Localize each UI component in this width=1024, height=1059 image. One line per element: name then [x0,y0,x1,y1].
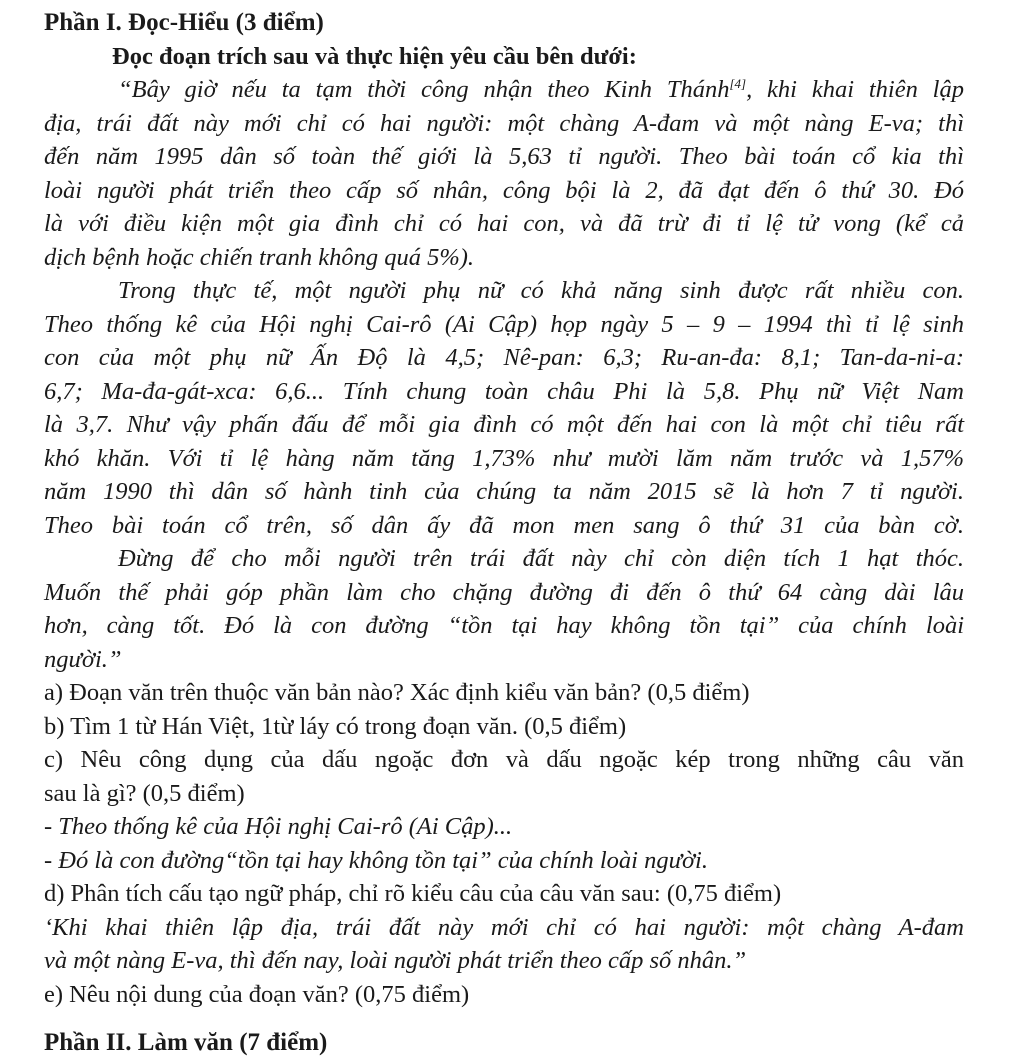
passage [44,73,964,676]
question-e: e) Nêu nội dung của đoạn văn? (0,75 điểm) [44,980,470,1008]
passage-line: là 3,7. Như vậy phấn đấu để mỗi gia đình có một đến hai con là một chỉ tiêu rất [44,411,964,438]
passage-line: Đừng để cho mỗi người trên trái đất này chỉ còn diện tích 1 hạt thóc. [118,545,964,572]
question-d: d) Phân tích cấu tạo ngữ pháp, chỉ rõ kiểu câu của câu văn sau: (0,75 điểm) [44,880,782,907]
passage-line: Muốn thế phải góp phần làm cho chặng đường đi đến ô thứ 64 càng dài lâu [44,578,964,606]
passage-text: , khi khai thiên lập [746,76,964,103]
passage-line: đến năm 1995 dân số toàn thế giới là 5,63 tỉ người. Theo bài toán cổ kia thì [44,143,964,170]
question-d-quote: và một nàng E-va, thì đến nay, loài người phát triển theo cấp số nhân.” [44,947,747,974]
exam-page [44,6,964,1011]
passage-line: dịch bệnh hoặc chiến tranh không quá 5%). [44,243,475,271]
passage-line: địa, trái đất này mới chỉ có hai người: một chàng A-đam và một nàng E-va; thì [44,109,964,137]
passage-line: Trong thực tế, một người phụ nữ có khả năng sinh được rất nhiều con. [118,277,964,304]
question-c: c) Nêu công dụng của dấu ngoặc đơn và dấu ngoặc kép trong những câu văn [44,746,964,773]
passage-line: năm 1990 thì dân số hành tinh của chúng ta năm 2015 sẽ là hơn 7 tỉ người. [44,478,964,505]
passage-text: “Bây giờ nếu ta tạm thời công nhận theo Kinh Thánh [118,76,730,103]
passage-line: là với điều kiện một gia đình chỉ có hai con, và đã trừ đi tỉ lệ tử vong (kể cả [44,210,964,237]
question-d-quote: ‘Khi khai thiên lập địa, trái đất này mới chỉ có hai người: một chàng A-đam [44,913,964,941]
next-section-title-cut: Phần II. Làm văn (7 điểm) [44,1029,328,1056]
instruction: Đọc đoạn trích sau và thực hiện yêu cầu bên dưới: [112,42,637,70]
question-b: b) Tìm 1 từ Hán Việt, 1từ láy có trong đoạn văn. (0,5 điểm) [44,712,627,740]
passage-line: Theo thống kê của Hội nghị Cai-rô (Ai Cập) họp ngày 5 – 9 – 1994 thì tỉ lệ sinh [44,310,964,338]
question-a: a) Đoạn văn trên thuộc văn bản nào? Xác định kiểu văn bản? (0,5 điểm) [44,679,750,706]
passage-line: người.” [44,645,122,673]
questions [44,676,964,1011]
passage-line: Theo bài toán cổ trên, số dân ấy đã mon men sang ô thứ 31 của bàn cờ. [44,511,964,539]
section-title: Phần I. Đọc-Hiểu (3 điểm) [44,9,324,36]
passage-line: loài người phát triển theo cấp số nhân, công bội là 2, đã đạt đến ô thứ 30. Đó [44,176,964,204]
passage-line: 6,7; Ma-đa-gát-xca: 6,6... Tính chung toàn châu Phi là 5,8. Phụ nữ Việt Nam [44,377,964,405]
passage-line: con của một phụ nữ Ấn Độ là 4,5; Nê-pan: 6,3; Ru-an-đa: 8,1; Tan-da-ni-a: [44,344,964,371]
passage-line [44,73,964,107]
footnote-ref: [4] [729,75,747,91]
question-c-cont: sau là gì? (0,5 điểm) [44,779,245,807]
question-c-example: - Đó là con đường“tồn tại hay không tồn tại” của chính loài người. [44,846,708,874]
passage-line: hơn, càng tốt. Đó là con đường “tồn tại hay không tồn tại” của chính loài [44,612,964,639]
question-c-example: - Theo thống kê của Hội nghị Cai-rô (Ai Cập)... [44,813,513,840]
passage-line: khó khăn. Với tỉ lệ hàng năm tăng 1,73% như mười lăm năm trước và 1,57% [44,444,964,472]
